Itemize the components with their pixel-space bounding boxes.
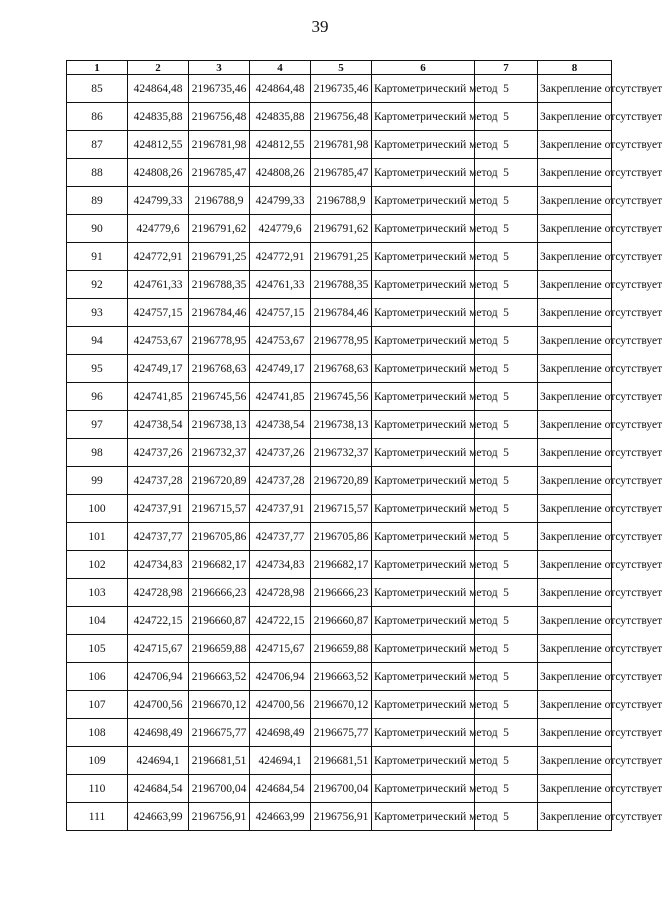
point-number-cell: 89 [67,187,128,215]
accuracy-cell: 5 [475,747,538,775]
y-coord-cell: 2196791,62 [311,215,372,243]
accuracy-cell: 5 [475,131,538,159]
fixing-cell: Закрепление отсутствует [538,747,612,775]
header-row [67,61,612,75]
column-header: 4 [250,61,311,75]
fixing-cell: Закрепление отсутствует [538,355,612,383]
y-coord-cell: 2196715,57 [311,495,372,523]
fixing-cell: Закрепление отсутствует [538,635,612,663]
table-row [67,355,612,383]
table-body [67,75,662,831]
column-header: 1 [67,61,128,75]
fixing-cell: Закрепление отсутствует [538,327,612,355]
x-coord-cell: 424715,67 [250,635,311,663]
x-coord-cell: 424761,33 [128,271,189,299]
table-row [67,131,612,159]
method-cell: Картометрический метод [372,495,475,523]
x-coord-cell: 424694,1 [128,747,189,775]
y-coord-cell: 2196681,51 [189,747,250,775]
x-coord-cell: 424864,48 [128,75,189,103]
y-coord-cell: 2196663,52 [189,663,250,691]
y-coord-cell: 2196659,88 [311,635,372,663]
y-coord-cell: 2196738,13 [311,411,372,439]
x-coord-cell: 424734,83 [128,551,189,579]
method-cell: Картометрический метод [372,271,475,299]
accuracy-cell: 5 [475,803,538,831]
method-cell: Картометрический метод [372,747,475,775]
y-coord-cell: 2196732,37 [189,439,250,467]
x-coord-cell: 424715,67 [128,635,189,663]
accuracy-cell: 5 [475,75,538,103]
y-coord-cell: 2196738,13 [189,411,250,439]
method-cell: Картометрический метод [372,243,475,271]
accuracy-cell: 5 [475,299,538,327]
x-coord-cell: 424835,88 [250,103,311,131]
table-row [67,103,612,131]
x-coord-cell: 424741,85 [250,383,311,411]
column-header: 7 [475,61,538,75]
y-coord-cell: 2196784,46 [311,299,372,327]
fixing-cell: Закрепление отсутствует [538,103,612,131]
method-cell: Картометрический метод [372,215,475,243]
y-coord-cell: 2196732,37 [311,439,372,467]
x-coord-cell: 424772,91 [250,243,311,271]
accuracy-cell: 5 [475,103,538,131]
x-coord-cell: 424734,83 [250,551,311,579]
table-row [67,187,612,215]
table-row [67,775,612,803]
accuracy-cell: 5 [475,775,538,803]
y-coord-cell: 2196720,89 [311,467,372,495]
accuracy-cell: 5 [475,187,538,215]
y-coord-cell: 2196735,46 [311,75,372,103]
x-coord-cell: 424737,26 [250,439,311,467]
fixing-cell: Закрепление отсутствует [538,579,612,607]
y-coord-cell: 2196715,57 [189,495,250,523]
point-number-cell: 100 [67,495,128,523]
accuracy-cell: 5 [475,663,538,691]
y-coord-cell: 2196781,98 [311,131,372,159]
fixing-cell: Закрепление отсутствует [538,467,612,495]
fixing-cell: Закрепление отсутствует [538,691,612,719]
y-coord-cell: 2196791,62 [189,215,250,243]
fixing-cell: Закрепление отсутствует [538,607,612,635]
y-coord-cell: 2196660,87 [189,607,250,635]
column-header: 6 [372,61,475,75]
accuracy-cell: 5 [475,635,538,663]
fixing-cell: Закрепление отсутствует [538,551,612,579]
y-coord-cell: 2196670,12 [311,691,372,719]
method-cell: Картометрический метод [372,579,475,607]
x-coord-cell: 424753,67 [250,327,311,355]
x-coord-cell: 424728,98 [250,579,311,607]
y-coord-cell: 2196666,23 [311,579,372,607]
method-cell: Картометрический метод [372,635,475,663]
x-coord-cell: 424738,54 [250,411,311,439]
method-cell: Картометрический метод [372,327,475,355]
column-header: 5 [311,61,372,75]
y-coord-cell: 2196785,47 [311,159,372,187]
table-row [67,579,612,607]
x-coord-cell: 424700,56 [128,691,189,719]
table-row [67,215,612,243]
fixing-cell: Закрепление отсутствует [538,383,612,411]
table-row [67,551,612,579]
method-cell: Картометрический метод [372,131,475,159]
point-number-cell: 95 [67,355,128,383]
fixing-cell: Закрепление отсутствует [538,187,612,215]
fixing-cell: Закрепление отсутствует [538,803,612,831]
y-coord-cell: 2196705,86 [189,523,250,551]
point-number-cell: 107 [67,691,128,719]
accuracy-cell: 5 [475,523,538,551]
fixing-cell: Закрепление отсутствует [538,131,612,159]
x-coord-cell: 424698,49 [250,719,311,747]
point-number-cell: 92 [67,271,128,299]
x-coord-cell: 424749,17 [128,355,189,383]
point-number-cell: 96 [67,383,128,411]
x-coord-cell: 424684,54 [250,775,311,803]
table-row [67,299,612,327]
table-row [67,495,612,523]
y-coord-cell: 2196675,77 [189,719,250,747]
point-number-cell: 90 [67,215,128,243]
point-number-cell: 104 [67,607,128,635]
method-cell: Картометрический метод [372,159,475,187]
x-coord-cell: 424738,54 [128,411,189,439]
x-coord-cell: 424749,17 [250,355,311,383]
fixing-cell: Закрепление отсутствует [538,75,612,103]
x-coord-cell: 424706,94 [250,663,311,691]
method-cell: Картометрический метод [372,691,475,719]
method-cell: Картометрический метод [372,523,475,551]
table-row [67,607,612,635]
x-coord-cell: 424812,55 [250,131,311,159]
y-coord-cell: 2196788,35 [311,271,372,299]
y-coord-cell: 2196745,56 [311,383,372,411]
accuracy-cell: 5 [475,551,538,579]
y-coord-cell: 2196745,56 [189,383,250,411]
fixing-cell: Закрепление отсутствует [538,439,612,467]
x-coord-cell: 424835,88 [128,103,189,131]
x-coord-cell: 424737,77 [128,523,189,551]
x-coord-cell: 424799,33 [128,187,189,215]
y-coord-cell: 2196660,87 [311,607,372,635]
fixing-cell: Закрепление отсутствует [538,271,612,299]
coordinates-table [66,60,662,831]
accuracy-cell: 5 [475,719,538,747]
point-number-cell: 97 [67,411,128,439]
accuracy-cell: 5 [475,607,538,635]
column-header: 2 [128,61,189,75]
x-coord-cell: 424808,26 [128,159,189,187]
table-row [67,803,612,831]
method-cell: Картометрический метод [372,355,475,383]
x-coord-cell: 424864,48 [250,75,311,103]
x-coord-cell: 424741,85 [128,383,189,411]
y-coord-cell: 2196705,86 [311,523,372,551]
x-coord-cell: 424737,77 [250,523,311,551]
x-coord-cell: 424706,94 [128,663,189,691]
method-cell: Картометрический метод [372,719,475,747]
fixing-cell: Закрепление отсутствует [538,495,612,523]
y-coord-cell: 2196720,89 [189,467,250,495]
fixing-cell: Закрепление отсутствует [538,299,612,327]
y-coord-cell: 2196756,91 [311,803,372,831]
table-row [67,243,612,271]
x-coord-cell: 424757,15 [250,299,311,327]
point-number-cell: 99 [67,467,128,495]
method-cell: Картометрический метод [372,803,475,831]
point-number-cell: 108 [67,719,128,747]
column-header: 3 [189,61,250,75]
accuracy-cell: 5 [475,159,538,187]
y-coord-cell: 2196791,25 [311,243,372,271]
column-header: 8 [538,61,612,75]
fixing-cell: Закрепление отсутствует [538,775,612,803]
table-row [67,663,612,691]
method-cell: Картометрический метод [372,75,475,103]
accuracy-cell: 5 [475,215,538,243]
y-coord-cell: 2196791,25 [189,243,250,271]
method-cell: Картометрический метод [372,103,475,131]
y-coord-cell: 2196682,17 [311,551,372,579]
y-coord-cell: 2196700,04 [311,775,372,803]
x-coord-cell: 424663,99 [128,803,189,831]
x-coord-cell: 424753,67 [128,327,189,355]
fixing-cell: Закрепление отсутствует [538,411,612,439]
y-coord-cell: 2196681,51 [311,747,372,775]
method-cell: Картометрический метод [372,467,475,495]
y-coord-cell: 2196781,98 [189,131,250,159]
x-coord-cell: 424737,28 [250,467,311,495]
x-coord-cell: 424737,91 [250,495,311,523]
x-coord-cell: 424779,6 [250,215,311,243]
x-coord-cell: 424779,6 [128,215,189,243]
point-number-cell: 102 [67,551,128,579]
accuracy-cell: 5 [475,383,538,411]
accuracy-cell: 5 [475,327,538,355]
method-cell: Картометрический метод [372,187,475,215]
fixing-cell: Закрепление отсутствует [538,159,612,187]
point-number-cell: 87 [67,131,128,159]
fixing-cell: Закрепление отсутствует [538,719,612,747]
point-number-cell: 111 [67,803,128,831]
point-number-cell: 85 [67,75,128,103]
y-coord-cell: 2196670,12 [189,691,250,719]
x-coord-cell: 424737,91 [128,495,189,523]
table-row [67,635,612,663]
y-coord-cell: 2196756,91 [189,803,250,831]
method-cell: Картометрический метод [372,551,475,579]
y-coord-cell: 2196785,47 [189,159,250,187]
fixing-cell: Закрепление отсутствует [538,523,612,551]
point-number-cell: 101 [67,523,128,551]
y-coord-cell: 2196682,17 [189,551,250,579]
table-row [67,159,612,187]
accuracy-cell: 5 [475,579,538,607]
y-coord-cell: 2196778,95 [311,327,372,355]
x-coord-cell: 424761,33 [250,271,311,299]
fixing-cell: Закрепление отсутствует [538,663,612,691]
accuracy-cell: 5 [475,467,538,495]
page-number: 39 [311,17,329,36]
x-coord-cell: 424757,15 [128,299,189,327]
y-coord-cell: 2196784,46 [189,299,250,327]
method-cell: Картометрический метод [372,383,475,411]
accuracy-cell: 5 [475,411,538,439]
point-number-cell: 88 [67,159,128,187]
table-row [67,75,612,103]
table-row [67,439,612,467]
y-coord-cell: 2196788,9 [311,187,372,215]
accuracy-cell: 5 [475,439,538,467]
point-number-cell: 86 [67,103,128,131]
point-number-cell: 93 [67,299,128,327]
table-row [67,271,612,299]
y-coord-cell: 2196735,46 [189,75,250,103]
method-cell: Картометрический метод [372,607,475,635]
x-coord-cell: 424663,99 [250,803,311,831]
x-coord-cell: 424737,28 [128,467,189,495]
method-cell: Картометрический метод [372,775,475,803]
y-coord-cell: 2196700,04 [189,775,250,803]
point-number-cell: 109 [67,747,128,775]
table-row [67,523,612,551]
table-row [67,747,612,775]
y-coord-cell: 2196778,95 [189,327,250,355]
point-number-cell: 91 [67,243,128,271]
point-number-cell: 94 [67,327,128,355]
x-coord-cell: 424722,15 [128,607,189,635]
table-row [67,411,612,439]
accuracy-cell: 5 [475,495,538,523]
point-number-cell: 98 [67,439,128,467]
y-coord-cell: 2196663,52 [311,663,372,691]
table-row [67,691,612,719]
table-row [67,383,612,411]
x-coord-cell: 424772,91 [128,243,189,271]
y-coord-cell: 2196788,35 [189,271,250,299]
method-cell: Картометрический метод [372,439,475,467]
x-coord-cell: 424698,49 [128,719,189,747]
method-cell: Картометрический метод [372,299,475,327]
point-number-cell: 103 [67,579,128,607]
method-cell: Картометрический метод [372,411,475,439]
y-coord-cell: 2196675,77 [311,719,372,747]
accuracy-cell: 5 [475,271,538,299]
x-coord-cell: 424812,55 [128,131,189,159]
y-coord-cell: 2196768,63 [311,355,372,383]
y-coord-cell: 2196756,48 [311,103,372,131]
y-coord-cell: 2196666,23 [189,579,250,607]
y-coord-cell: 2196756,48 [189,103,250,131]
x-coord-cell: 424700,56 [250,691,311,719]
x-coord-cell: 424808,26 [250,159,311,187]
accuracy-cell: 5 [475,243,538,271]
fixing-cell: Закрепление отсутствует [538,243,612,271]
y-coord-cell: 2196788,9 [189,187,250,215]
x-coord-cell: 424799,33 [250,187,311,215]
accuracy-cell: 5 [475,355,538,383]
fixing-cell: Закрепление отсутствует [538,215,612,243]
point-number-cell: 106 [67,663,128,691]
y-coord-cell: 2196768,63 [189,355,250,383]
y-coord-cell: 2196659,88 [189,635,250,663]
accuracy-cell: 5 [475,691,538,719]
table-row [67,719,612,747]
table-row [67,327,612,355]
x-coord-cell: 424737,26 [128,439,189,467]
x-coord-cell: 424684,54 [128,775,189,803]
point-number-cell: 110 [67,775,128,803]
point-number-cell: 105 [67,635,128,663]
x-coord-cell: 424694,1 [250,747,311,775]
x-coord-cell: 424722,15 [250,607,311,635]
method-cell: Картометрический метод [372,663,475,691]
x-coord-cell: 424728,98 [128,579,189,607]
table-row [67,467,612,495]
